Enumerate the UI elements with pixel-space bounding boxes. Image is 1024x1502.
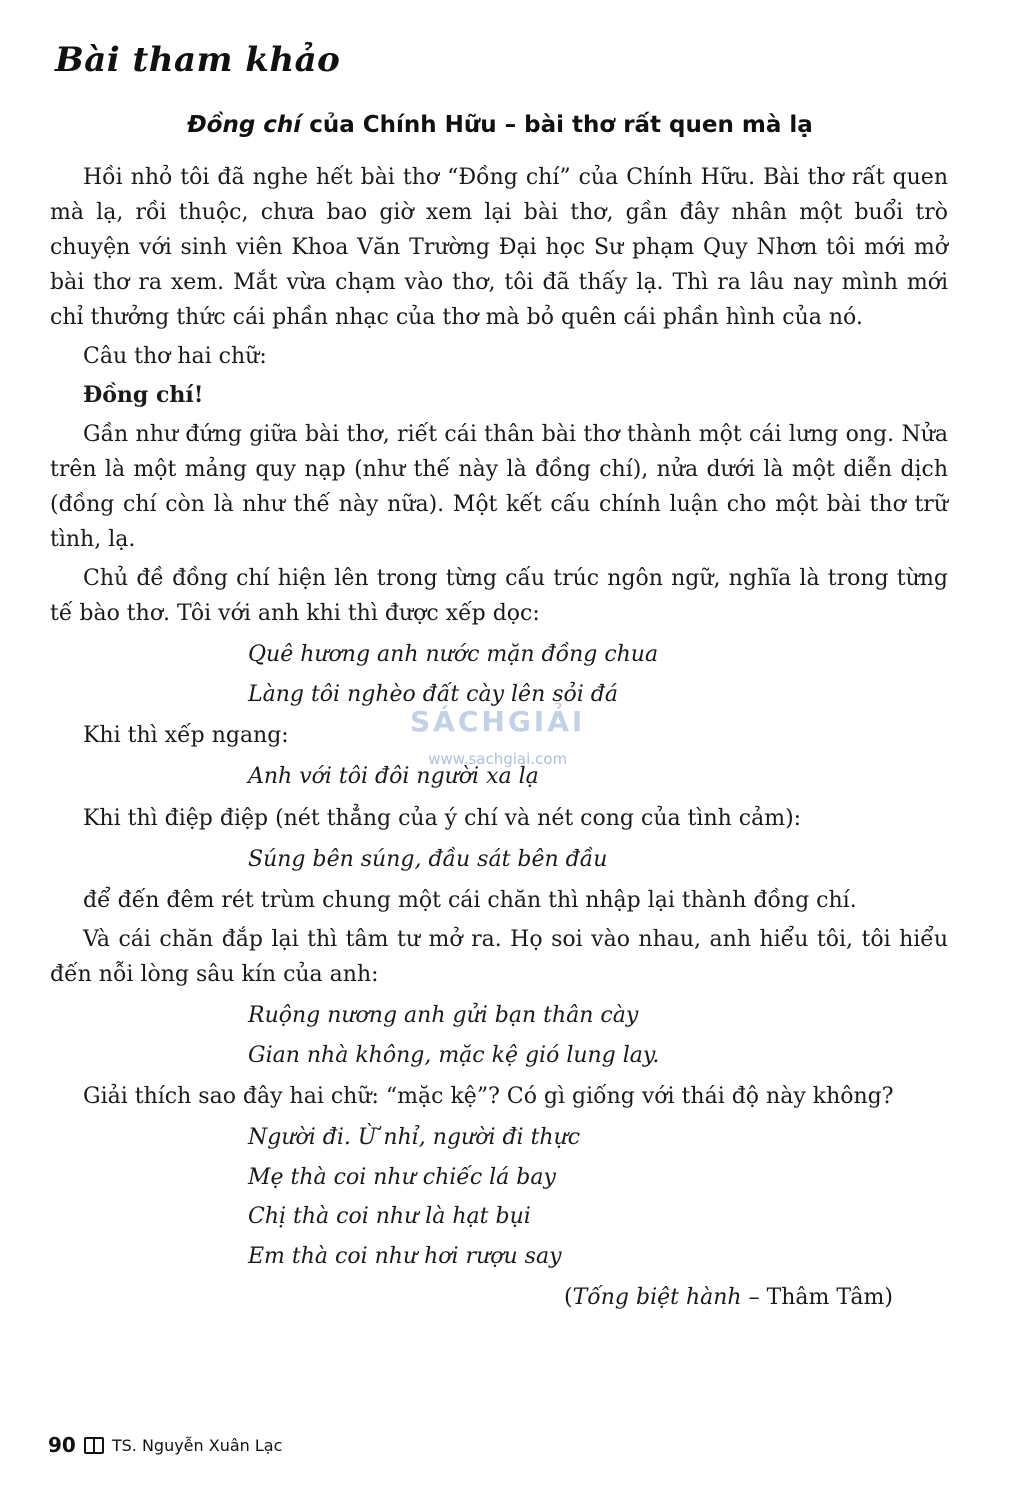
paragraph-10: Giải thích sao đây hai chữ: “mặc kệ”? Có gì giống với thái độ này không?: [83, 1084, 894, 1109]
verse-line: Mẹ thà coi như chiếc lá bay: [248, 1164, 556, 1190]
verse-line: Anh với tôi đôi người xa lạ: [248, 764, 539, 789]
paragraph-5: Chủ đề đồng chí hiện lên trong từng cấu trúc ngôn ngữ, nghĩa là trong từng tế bào thơ. Tôi với anh khi thì được xếp dọc:: [50, 566, 948, 626]
verse-line: Ruộng nương anh gửi bạn thân cày: [248, 1003, 639, 1028]
section-label: Bài tham khảo: [55, 40, 341, 80]
verse-line: Chị thà coi như là hạt bụi: [248, 1204, 531, 1229]
source-work: Tống biệt hành: [572, 1285, 742, 1310]
footer-author: TS. Nguyễn Xuân Lạc: [111, 1435, 283, 1455]
article-title: [50, 112, 950, 138]
verse-line: Em thà coi như hơi rượu say: [248, 1243, 562, 1269]
verse-line: Người đi. Ừ nhỉ, người đi thực: [248, 1125, 581, 1150]
verse-4: [50, 996, 948, 1075]
paragraph-7: Khi thì điệp điệp (nét thẳng của ý chí và nét cong của tình cảm):: [83, 805, 802, 831]
watermark-text: SÁCHGIẢI: [410, 705, 586, 738]
watermark: [410, 705, 585, 768]
verse-line: Súng bên súng, đầu sát bên đầu: [248, 846, 608, 872]
title-rest: của Chính Hữu – bài thơ rất quen mà lạ: [301, 112, 813, 138]
verse-line: Làng tôi nghèo đất cày lên sỏi đá: [248, 681, 619, 707]
book-icon: [84, 1437, 104, 1454]
watermark-url: www.sachgiai.com: [428, 750, 568, 768]
paragraph-8: để đến đêm rét trùm chung một cái chăn thì nhập lại thành đồng chí.: [83, 888, 857, 913]
paragraph-1: Hồi nhỏ tôi đã nghe hết bài thơ “Đồng chí” của Chính Hữu. Bài thơ rất quen mà lạ, rồi thuộc, chưa bao giờ xem lại bài thơ, gần đây nhân một buổi trò chuyện với sinh viên Khoa Văn Trường Đại học Sư phạm Quy Nhơn tôi mới mở bài thơ ra xem. Mắt vừa chạm vào thơ, tôi đã thấy lạ. Thì ra lâu nay mình mới chỉ thưởng thức cái phần nhạc của thơ mà bỏ quên cái phần hình của nó.: [50, 165, 948, 330]
paragraph-2: Câu thơ hai chữ:: [83, 344, 267, 369]
paragraph-3: Đồng chí!: [83, 382, 204, 408]
paragraph-6: Khi thì xếp ngang:: [83, 723, 289, 748]
paragraph-4: Gần như đứng giữa bài thơ, riết cái thân bài thơ thành một cái lưng ong. Nửa trên là một mảng quy nạp (như thế này là đồng chí), nửa dưới là một diễn dịch (đồng chí còn là như thế này nữa). Một kết cấu chính luận cho một bài thơ trữ tình, lạ.: [50, 422, 948, 552]
page-number: 90: [48, 1433, 76, 1457]
page-footer: [48, 1433, 282, 1457]
source-open-paren: (: [564, 1285, 573, 1310]
verse-1: [50, 635, 948, 714]
verse-line: Gian nhà không, mặc kệ gió lung lay.: [248, 1042, 660, 1068]
verse-line: Quê hương anh nước mặn đồng chua: [248, 642, 659, 667]
verse-3: [50, 840, 948, 880]
verse-5: [50, 1118, 948, 1276]
paragraph-9: Và cái chăn đắp lại thì tâm tư mở ra. Họ soi vào nhau, anh hiểu tôi, tôi hiểu đến nỗi lòng sâu kín của anh:: [50, 927, 948, 987]
title-italic-part: Đồng chí: [187, 112, 302, 138]
poem-source: [50, 1280, 948, 1315]
source-author: – Thâm Tâm): [741, 1285, 893, 1310]
